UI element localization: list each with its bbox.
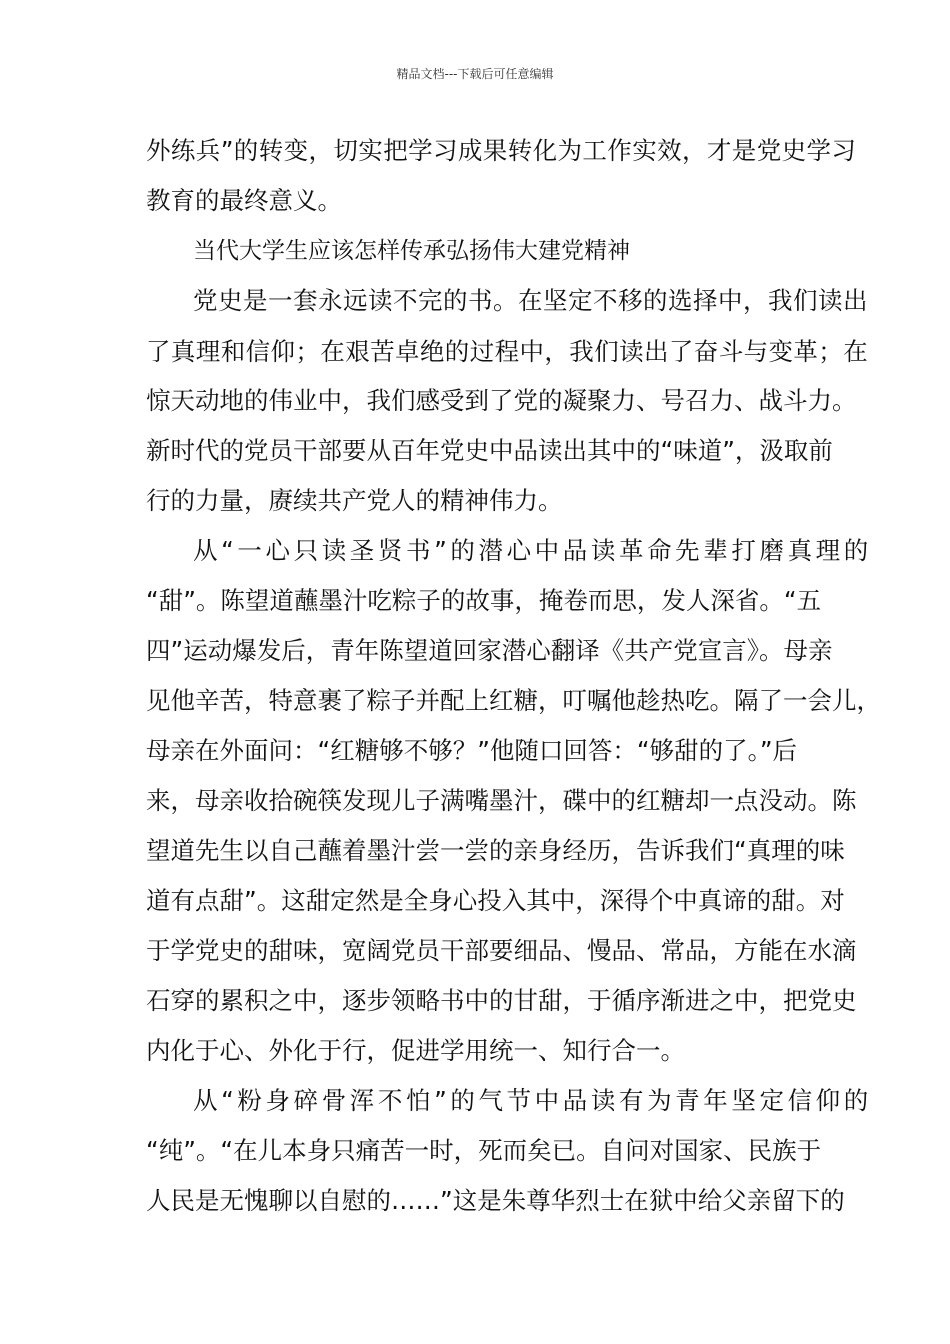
text-line: 于学党史的甜味，宽阔党员干部要细品、慢品、常品，方能在水滴 — [146, 936, 857, 965]
text-line: 来，母亲收拾碗筷发现儿子满嘴墨汁，碟中的红糖却一点没动。陈 — [146, 786, 857, 815]
page-header: 精品文档---下载后可任意编辑 — [396, 67, 554, 81]
text-line: 道有点甜”。这甜定然是全身心投入其中，深得个中真谛的甜。对 — [146, 886, 845, 915]
text-line: 四”运动爆发后，青年陈望道回家潜心翻译《共产党宣言》。母亲 — [146, 636, 833, 665]
text-line: 望道先生以自己蘸着墨汁尝一尝的亲身经历，告诉我们“真理的味 — [146, 836, 845, 865]
text-line: 从“粉身碎骨浑不怕”的气节中品读有为青年坚定信仰的 — [193, 1086, 872, 1115]
text-line: 内化于心、外化于行，促进学用统一、知行合一。 — [146, 1036, 685, 1065]
text-line: “纯”。“在儿本身只痛苦一时，死而矣已。自问对国家、民族于 — [146, 1136, 822, 1165]
text-line: 母亲在外面问：“红糖够不够？”他随口回答：“够甜的了。”后 — [146, 736, 798, 765]
text-line: 新时代的党员干部要从百年党史中品读出其中的“味道”，汲取前 — [146, 436, 833, 465]
text-line: 人民是无愧聊以自慰的……”这是朱尊华烈士在狱中给父亲留下的 — [146, 1186, 845, 1215]
text-line: 石穿的累积之中，逐步领略书中的甘甜，于循序渐进之中，把党史 — [146, 986, 857, 1015]
text-line: 行的力量，赓续共产党人的精神伟力。 — [146, 486, 563, 515]
text-line: 党史是一套永远读不完的书。在坚定不移的选择中，我们读出 — [193, 286, 868, 315]
text-line: 教育的最终意义。 — [146, 186, 342, 215]
text-line: 见他辛苦，特意裹了粽子并配上红糖，叮嘱他趁热吃。隔了一会儿， — [146, 686, 881, 715]
text-line: 外练兵”的转变，切实把学习成果转化为工作实效，才是党史学习 — [146, 136, 857, 165]
section-heading: 当代大学生应该怎样传承弘扬伟大建党精神 — [193, 238, 630, 264]
text-line: 惊天动地的伟业中，我们感受到了党的凝聚力、号召力、战斗力。 — [146, 386, 857, 415]
text-line: 了真理和信仰；在艰苦卓绝的过程中，我们读出了奋斗与变革；在 — [146, 337, 869, 366]
text-line: 从“一心只读圣贤书”的潜心中品读革命先辈打磨真理的 — [193, 536, 872, 565]
text-line: “甜”。陈望道蘸墨汁吃粽子的故事，掩卷而思，发人深省。“五 — [146, 586, 822, 615]
